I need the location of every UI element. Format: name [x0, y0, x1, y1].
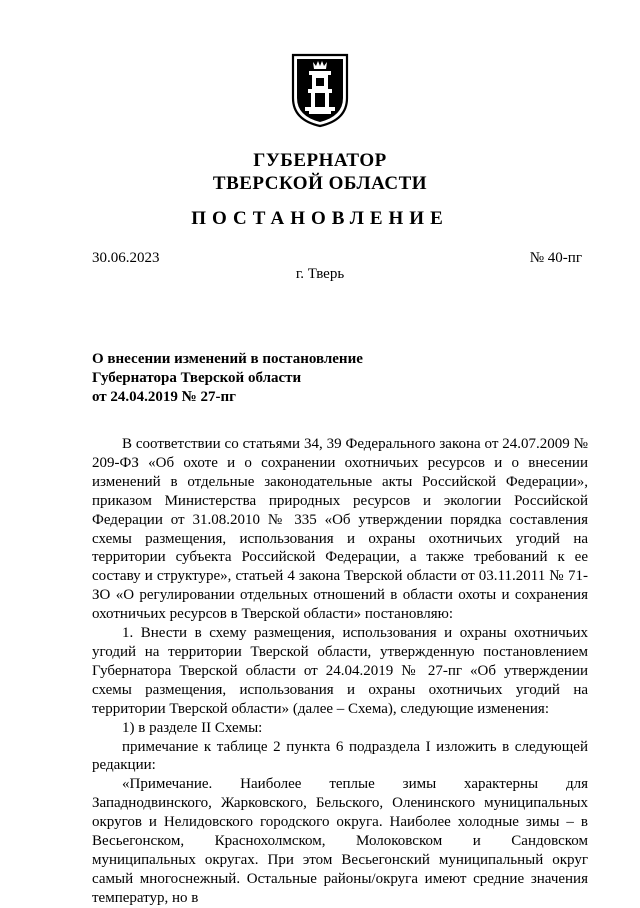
subject-line: Губернатора Тверской области [92, 370, 302, 386]
body-paragraph: 1) в разделе II Схемы: [122, 719, 263, 736]
body-paragraph: 1. Внести в схему размещения, использования и охраны охотничьих угодий на территории Тверской области, утвержденную постановлением Губернатора Тверской области от 24.04.2019 № 27-пг «Об утверждении схемы размещения, использования и охраны охотничьих угодий на территории Тверской области» (далее – Схема), следующие изменения: [92, 625, 588, 717]
header-title-region: ТВЕРСКОЙ ОБЛАСТИ [212, 173, 428, 194]
document-type: ПОСТАНОВЛЕНИЕ [191, 208, 449, 229]
body-paragraph: В соответствии со статьями 34, 39 Федерального закона от 24.07.2009 № 209-ФЗ «Об охоте и о сохранении охотничьих ресурсов и о внесении изменений в отдельные законодательные акты Российской Федерации», приказом Министерства природных ресурсов и экологии Российской Федерации от 31.08.2010 № 335 «Об утверждении порядка составления схемы размещения, использования и охраны охотничьих угодий на территории субъекта Российской Федерации, а также требований к ее составу и структуре», статьей 4 закона Тверской области от 03.11.2011 № 71-ЗО «О регулировании отдельных отношений в области охоты и сохранения охотничьих ресурсов в Тверской области» постановляю: [92, 436, 588, 623]
document-body [92, 435, 588, 908]
document-number: № 40-пг [529, 250, 582, 266]
body-paragraph: «Примечание. Наиболее теплые зимы характерны для Западнодвинского, Жарковского, Бельского, Оленинского муниципальных округов и Нелидовского городского округа. Наиболее холодные зимы – в Весьегонском, Краснохолмском, Молоковском и Сандовском муниципальных округах. При этом Весьегонский муниципальный округ самый многоснежный. Остальные районы/округа имеют средние значения температур, но в [92, 776, 588, 906]
body-paragraph: примечание к таблице 2 пункта 6 подраздела I изложить в следующей редакции: [92, 738, 588, 774]
document-city: г. Тверь [295, 266, 345, 282]
subject-line: О внесении изменений в постановление [92, 351, 363, 367]
coat-of-arms-icon [290, 52, 350, 128]
header-title-governor: ГУБЕРНАТОР [253, 150, 387, 171]
document-date: 30.06.2023 [92, 250, 160, 266]
subject-line: от 24.04.2019 № 27-пг [92, 389, 236, 405]
document-subject [92, 350, 412, 407]
